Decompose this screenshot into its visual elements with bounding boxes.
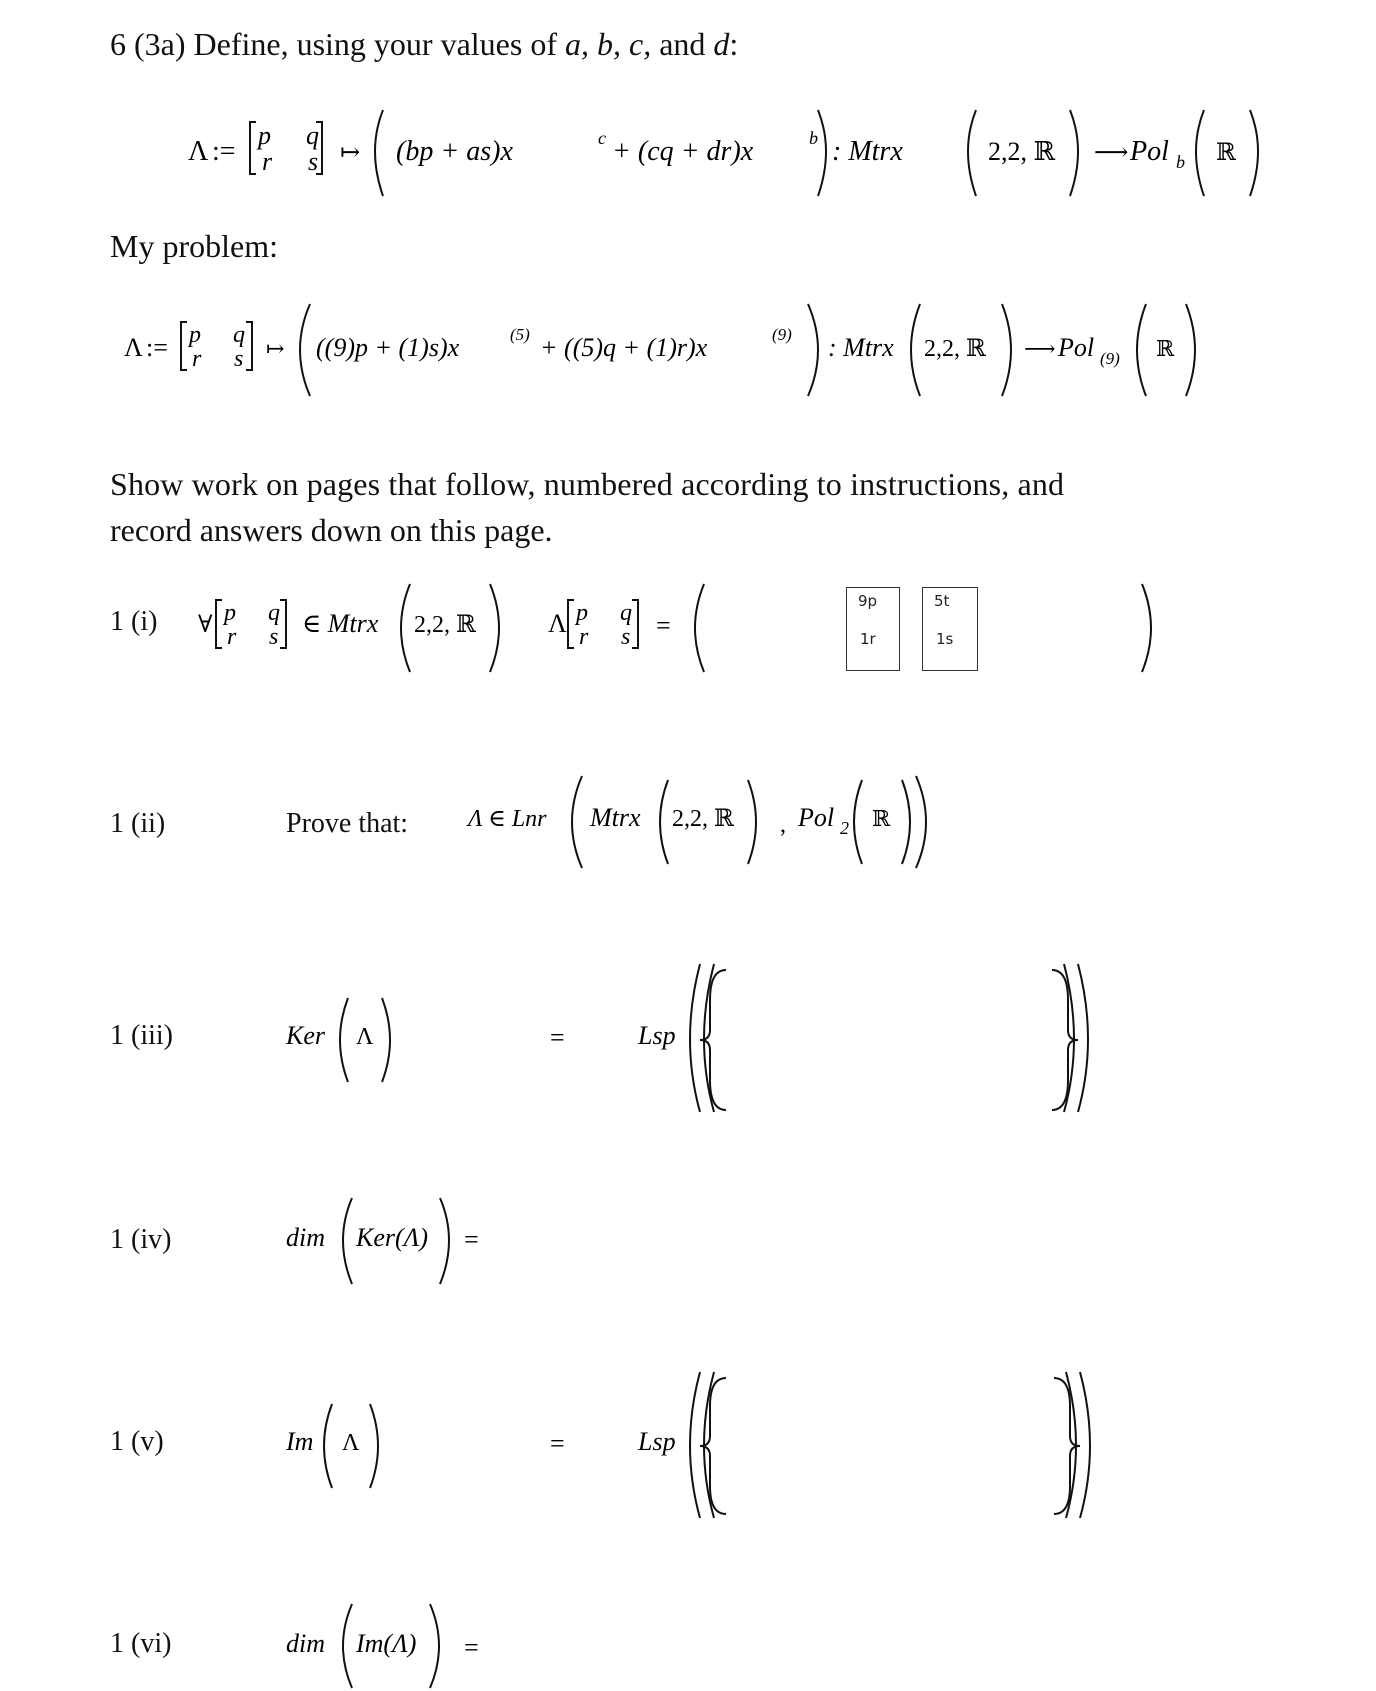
q1i-equals: = xyxy=(656,611,671,640)
question-1v-expression xyxy=(0,1366,1376,1526)
def-plus: + (cq + dr)x xyxy=(612,136,754,167)
mp-exp-2: (9) xyxy=(772,325,792,344)
question-1vi-expression xyxy=(0,1590,1376,1691)
q1iv-inner: Ker(Λ) xyxy=(356,1223,429,1252)
mp-matrix-q: q xyxy=(233,322,245,348)
q1iv-dim: dim xyxy=(286,1223,325,1252)
instructions-line-1: Show work on pages that follow, numbered according to instructions, and xyxy=(110,466,1065,502)
title-vars: a, b, c, xyxy=(564,26,652,62)
q1iv-equals: = xyxy=(464,1225,479,1254)
question-1iii-expression xyxy=(0,960,1376,1120)
mp-expr: ((9)p + (1)s)x xyxy=(316,333,460,362)
mp-colon-mtrx: : Mtrx xyxy=(828,333,894,362)
mp-pol: Pol xyxy=(1058,333,1095,362)
q1iii-equals: = xyxy=(550,1023,565,1052)
q1v-func: Im xyxy=(286,1427,314,1456)
def-matrix-s: s xyxy=(308,147,319,176)
def-lambda: Λ xyxy=(188,136,209,167)
mp-arrow: ⟶ xyxy=(1024,336,1056,361)
def-mapsto: ↦ xyxy=(340,140,361,166)
q1ii-stmt: Λ ∈ Lnr xyxy=(468,806,547,832)
question-1i-expression xyxy=(0,572,1376,682)
q1iii-func: Ker xyxy=(286,1021,325,1050)
question-label: 1 (iv) xyxy=(110,1224,172,1255)
def-field: ℝ xyxy=(1216,140,1236,166)
mp-domain-args: 2,2, ℝ xyxy=(924,336,986,362)
my-problem-definition xyxy=(0,296,1376,406)
mp-assign: := xyxy=(146,333,168,362)
q1v-arg: Λ xyxy=(342,1430,360,1456)
q1i-matrix2-s: s xyxy=(621,624,631,650)
q1v-lsp: Lsp xyxy=(638,1427,676,1456)
mp-exp-1: (5) xyxy=(510,325,530,344)
mp-plus: + ((5)q + (1)r)x xyxy=(540,333,708,362)
def-matrix-q: q xyxy=(306,121,319,150)
q1ii-field: ℝ xyxy=(872,806,891,831)
def-colon-mtrx: : Mtrx xyxy=(832,136,903,167)
question-label: 1 (iii) xyxy=(110,1020,173,1051)
question-label: 1 (ii) xyxy=(110,808,166,839)
q1i-matrix2-q: q xyxy=(620,600,632,626)
q1i-in-mtrx: ∈ Mtrx xyxy=(302,609,379,638)
title-colon: : xyxy=(729,26,739,62)
question-label: 1 (v) xyxy=(110,1426,164,1457)
question-1iv-expression xyxy=(0,1184,1376,1294)
question-label: 1 (vi) xyxy=(110,1628,172,1659)
q1i-forall: ∀ xyxy=(198,612,213,638)
def-assign: := xyxy=(212,136,236,167)
answer-top-right: 5t xyxy=(934,592,950,610)
q1ii-comma: , xyxy=(780,812,786,838)
mp-matrix-s: s xyxy=(234,346,244,372)
def-exp-b: b xyxy=(809,128,818,148)
q1i-matrix2-p: p xyxy=(576,600,588,626)
q1i-matrix-s: s xyxy=(269,624,279,650)
mp-lambda: Λ xyxy=(124,333,143,362)
def-pol-sub: b xyxy=(1176,152,1185,172)
question-1ii-expression xyxy=(0,766,1376,876)
q1i-matrix-r: r xyxy=(227,624,237,650)
instructions-line-2: record answers down on this page. xyxy=(110,512,553,548)
def-arrow: ⟶ xyxy=(1094,140,1129,166)
mp-pol-sub: (9) xyxy=(1100,349,1120,368)
def-matrix-r: r xyxy=(262,147,273,176)
q1iii-arg: Λ xyxy=(356,1024,374,1050)
general-definition xyxy=(0,100,1376,210)
title-and: and xyxy=(651,26,714,62)
def-pol: Pol xyxy=(1130,136,1169,167)
mp-matrix-r: r xyxy=(192,346,202,372)
prove-that-text: Prove that: xyxy=(286,808,409,839)
answer-top-left: 9p xyxy=(858,592,878,610)
def-exp-c: c xyxy=(598,128,606,148)
mp-mapsto: ↦ xyxy=(266,336,285,361)
q1vi-equals: = xyxy=(464,1633,479,1662)
q1ii-pol-sub: 2 xyxy=(840,818,849,838)
answer-bottom-right: 1s xyxy=(936,630,954,648)
mp-matrix-p: p xyxy=(189,322,201,348)
q1vi-inner: Im(Λ) xyxy=(356,1629,417,1658)
q1ii-pol: Pol xyxy=(798,803,835,832)
my-problem-label: My problem: xyxy=(110,228,278,264)
question-label: 1 (i) xyxy=(110,606,158,637)
q1iii-lsp: Lsp xyxy=(638,1021,676,1050)
q1vi-dim: dim xyxy=(286,1629,325,1658)
q1i-matrix-p: p xyxy=(224,600,236,626)
q1i-lambda: Λ xyxy=(548,609,567,638)
title-d: d xyxy=(713,26,730,62)
q1ii-args: 2,2, ℝ xyxy=(672,806,734,832)
q1v-equals: = xyxy=(550,1429,565,1458)
mp-field: ℝ xyxy=(1156,336,1175,361)
q1i-args: 2,2, ℝ xyxy=(414,612,476,638)
answer-box-right[interactable] xyxy=(922,587,978,671)
page-title xyxy=(110,26,738,63)
q1i-matrix2-r: r xyxy=(579,624,589,650)
answer-bottom-left: 1r xyxy=(860,630,876,648)
def-expr: (bp + as)x xyxy=(396,136,513,167)
def-domain-args: 2,2, ℝ xyxy=(988,137,1056,166)
def-matrix-p: p xyxy=(258,121,271,150)
q1i-matrix-q: q xyxy=(268,600,280,626)
title-prefix: 6 (3a) Define, using your values of xyxy=(110,26,565,62)
q1ii-mtrx: Mtrx xyxy=(590,803,641,832)
